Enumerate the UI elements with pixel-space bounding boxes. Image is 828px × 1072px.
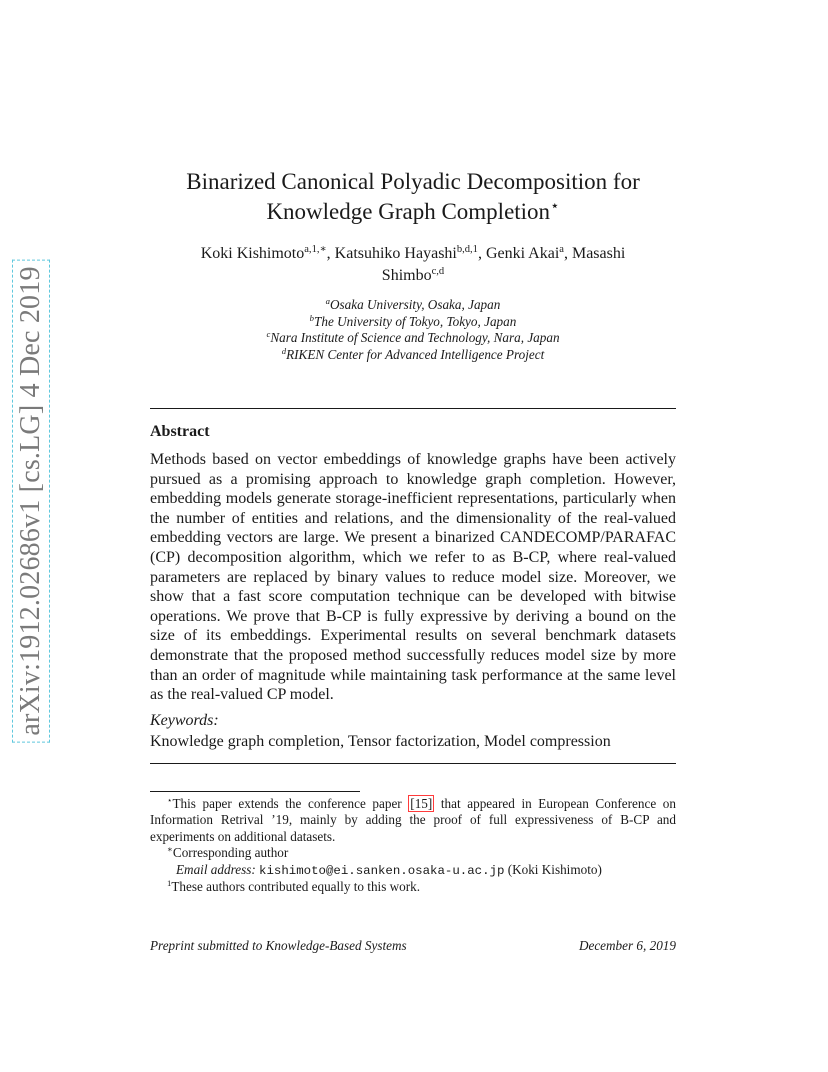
author-name: Shimbo — [381, 267, 432, 284]
email-owner: (Koki Kishimoto) — [504, 861, 602, 877]
keywords-heading: Keywords: — [150, 712, 219, 729]
footnote-block — [150, 796, 676, 895]
author-separator: , — [477, 245, 486, 262]
footnote-text: These authors contributed equally to this work. — [171, 879, 421, 895]
author-name: Katsuhiko Hayashi — [334, 245, 457, 262]
footnote-mark: ⋆ — [167, 795, 173, 806]
author-name: Koki Kishimoto — [200, 245, 305, 262]
abstract-bottom-rule — [150, 763, 676, 764]
footnote-rule — [150, 791, 360, 792]
affiliation-mark: b — [309, 312, 315, 323]
keywords-text: Knowledge graph completion, Tensor factorization, Model compression — [150, 733, 611, 750]
paper-title — [150, 167, 676, 227]
affiliation-mark: c — [266, 329, 271, 340]
affiliation — [150, 330, 676, 347]
email-label: Email address: — [176, 861, 256, 877]
affiliation-mark: d — [281, 345, 287, 356]
abstract-top-rule — [150, 408, 676, 409]
author-line-2 — [150, 265, 676, 287]
affiliation-text: RIKEN Center for Advanced Intelligence Project — [286, 346, 545, 362]
page-footer — [150, 938, 676, 954]
author-line-1 — [150, 243, 676, 265]
author-separator: , — [563, 245, 572, 262]
title-line-2-text: Knowledge Graph Completion — [266, 199, 551, 224]
author-name: Genki Akai — [485, 245, 560, 262]
title-line-1: Binarized Canonical Polyadic Decomposition for — [186, 169, 640, 194]
footnote-corresponding — [150, 845, 676, 861]
affiliation-text: Nara Institute of Science and Technology, Nara, Japan — [270, 330, 560, 345]
affiliation — [150, 314, 676, 331]
footnote-text-post: that appeared in European Conference on Information Retrival ’19, mainly by adding the proof of full expressiveness of B-CP and experiments on additional datasets. — [150, 796, 676, 844]
author-list — [150, 243, 676, 287]
author-affil-mark: c,d — [431, 266, 445, 278]
author-name: Masashi — [571, 245, 626, 262]
arxiv-id-link[interactable]: arXiv:1912.02686v1 [cs.LG] 4 Dec 2019 — [12, 259, 50, 742]
affiliation — [150, 297, 676, 314]
footnote-equal-contribution — [150, 879, 676, 895]
author-separator: , — [326, 245, 335, 262]
affiliation-text: The University of Tokyo, Tokyo, Japan — [314, 313, 517, 329]
abstract-text: Methods based on vector embeddings of knowledge graphs have been actively pursued as a promising approach to knowledge graph completion. However, embedding models generate storage-inefficient representations, particularly when the number of entities and relations, and the dimensionality of the real-valued embedding vectors are large. We present a binarized CANDECOMP/PARAFAC (CP) decomposition algorithm, which we refer to as B-CP, where real-valued parameters are replaced by binary values to reduce model size. Moreover, we show that a fast score computation technique can be developed with bitwise operations. We prove that B-CP is fully expressive by deriving a bound on the size of its embeddings. Experimental results on several benchmark datasets demonstrate that the proposed method successfully reduces model size by more than an order of magnitude while maintaining task performance at the same level as the real-valued CP model. — [150, 451, 676, 704]
footnote-text-pre: This paper extends the conference paper — [172, 796, 409, 811]
affiliation — [150, 347, 676, 364]
citation-link[interactable]: [15] — [410, 796, 433, 811]
arxiv-stamp — [0, 266, 69, 736]
footnote-text: Corresponding author — [172, 845, 289, 861]
title-footnote-mark: ⋆ — [550, 197, 560, 215]
footnote-mark: 1 — [167, 878, 172, 889]
author-affil-mark: b,d,1 — [456, 244, 478, 256]
title-line-2 — [150, 197, 676, 227]
author-affil-mark: a,1,∗ — [304, 244, 327, 256]
email-address[interactable]: kishimoto@ei.sanken.osaka-u.ac.jp — [259, 863, 505, 878]
footnote-mark: ∗ — [167, 844, 173, 855]
footnote-email — [150, 862, 676, 879]
affiliation-text: Osaka University, Osaka, Japan — [330, 297, 501, 312]
affiliation-mark: a — [325, 296, 331, 307]
footer-venue: Preprint submitted to Knowledge-Based Systems — [150, 938, 407, 953]
affiliation-list — [150, 297, 676, 363]
footer-date: December 6, 2019 — [578, 938, 676, 953]
author-affil-mark: a — [559, 244, 564, 256]
footnote-conference — [150, 796, 676, 845]
abstract-heading: Abstract — [150, 423, 210, 440]
